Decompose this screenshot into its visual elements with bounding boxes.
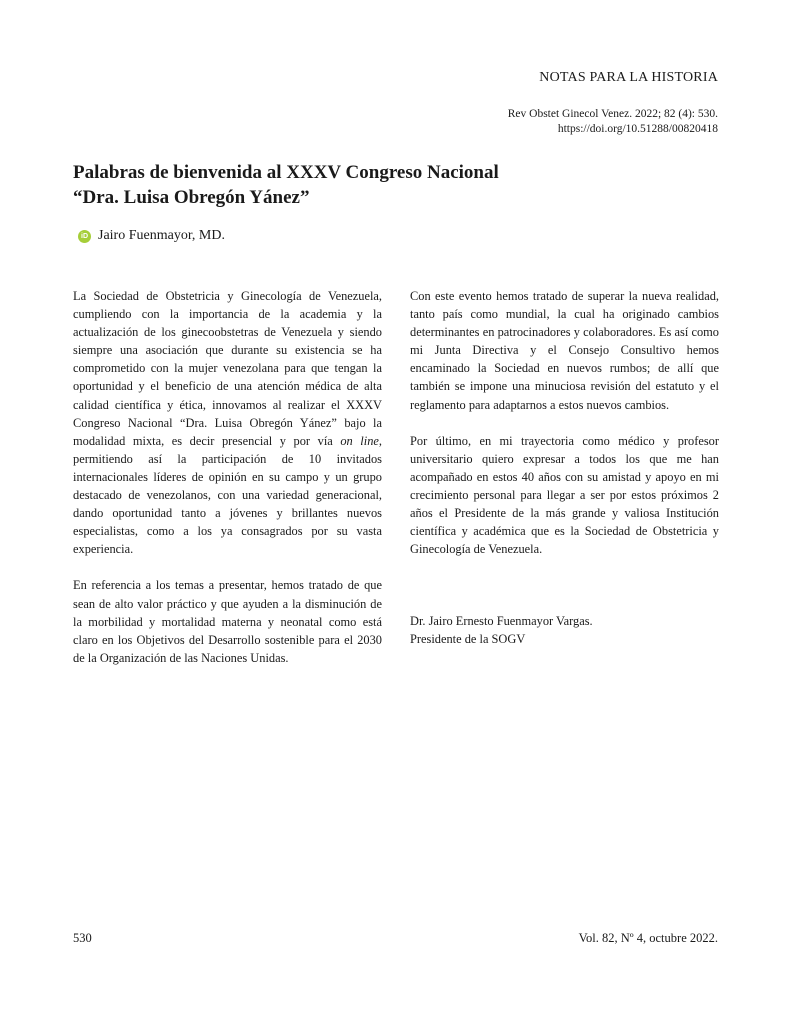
paragraph-intro-italic: on line xyxy=(340,433,379,448)
left-column xyxy=(73,287,382,685)
article-title xyxy=(73,160,713,210)
right-column xyxy=(410,287,719,667)
citation-block xyxy=(508,107,718,137)
doi-link[interactable]: https://doi.org/10.51288/00820418 xyxy=(557,123,718,135)
author-name: Jairo Fuenmayor, MD. xyxy=(98,228,225,243)
paragraph-intro-text-1: La Sociedad de Obstetricia y Ginecología de Venezuela, cumpliendo con la importancia de la academia y la actualización de los ginecoobstetras de Venezuela y siendo siempre una asociación que durante su existencia se ha comprometido con la mujer venezolana para que tengan la oportunidad y el beneficio de una atención médica de alta calidad científica y ética, innovamos al realizar el XXXV Congreso Nacional “Dra. Luisa Obregón Yánez” bajo la modalidad mixta, es decir presencial y por vía xyxy=(73,289,382,448)
paragraph-event: Con este evento hemos tratado de superar la nueva realidad, tanto país como mundial, la cual ha originado cambios determinantes en patrocinadores y colaboradores. Es así como mi Junta Directiva y el Consejo Consultivo hemos encaminado la Sociedad en nuevos rumbos; de allí que también se impone una minuciosa revisión del estatuto y el reglamento para adaptarnos a estos nuevos cambios. xyxy=(410,289,719,412)
article-title-line-2: “Dra. Luisa Obregón Yánez” xyxy=(73,187,310,208)
journal-citation: Rev Obstet Ginecol Venez. 2022; 82 (4): 530. xyxy=(507,108,718,120)
paragraph-topics: En referencia a los temas a presentar, hemos tratado de que sean de alto valor práctico y que ayuden a la disminución de la morbilidad y mortalidad materna y neonatal como está claro en los Objetivos del Desarrollo sostenible para el 2030 de la Organización de las Naciones Unidas. xyxy=(73,578,382,665)
orcid-icon[interactable]: iD xyxy=(78,230,91,243)
page-number: 530 xyxy=(73,931,92,945)
paragraph-intro xyxy=(73,287,382,558)
author-line xyxy=(78,228,225,244)
paragraph-intro-text-2: , permitiendo así la participación de 10 invitados internacionales líderes de opinión en su campo y un grupo destacado de venezolanos, con una variedad generacional, dando oportunidad tanto a jóvenes y brillantes nuevos especialistas, como a los ya consagrados por su vasta experiencia. xyxy=(73,433,382,557)
paragraph-closing: Por último, en mi trayectoria como médico y profesor universitario quiero expresar a todos los que me han acompañado en estos 40 años con su amistad y apoyo en mi crecimiento personal para llegar a ser por estos próximos 2 años el Presidente de la más grande y valiosa Institución científica y académica que es la Sociedad de Obstetricia y Ginecología de Venezuela. xyxy=(410,433,719,557)
signature-name: Dr. Jairo Ernesto Fuenmayor Vargas. xyxy=(410,614,593,629)
issue-info: Vol. 82, Nº 4, octubre 2022. xyxy=(578,931,718,945)
section-label: NOTAS PARA LA HISTORIA xyxy=(539,70,718,85)
article-title-line-1: Palabras de bienvenida al XXXV Congreso Nacional xyxy=(73,162,499,183)
signature-block xyxy=(410,612,719,648)
signature-role: Presidente de la SOGV xyxy=(410,632,526,647)
